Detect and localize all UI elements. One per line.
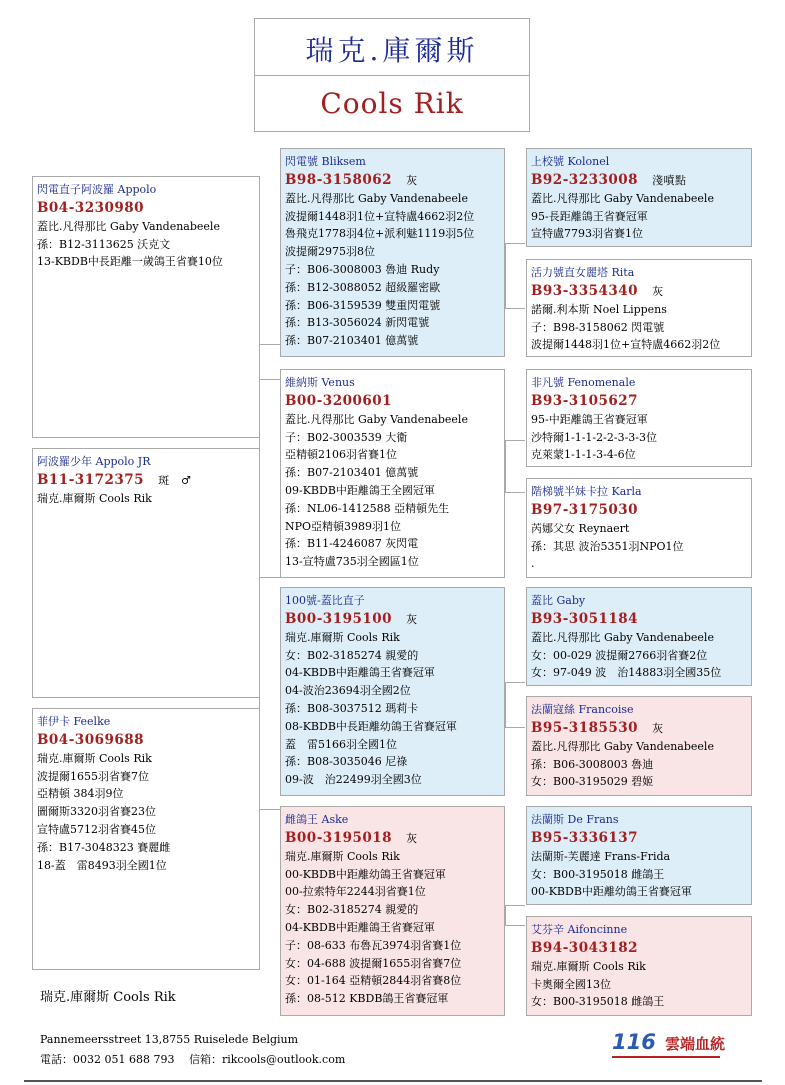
pigeon-detail: 04-KBDB中距離鴿王省賽冠軍 [285,666,435,680]
ring-number: B11-3172375 斑 ♂ [37,471,192,488]
pigeon-detail: 瑞克.庫爾斯 Cools Rik [37,491,152,505]
pigeon-detail: 95-長距離鴿王省賽冠軍 [531,209,648,223]
pigeon-detail: 女：B02-3185274 親愛的 [285,903,419,917]
pedigree-card-grandsire-maternal [280,587,505,796]
pigeon-detail: 孫：B11-4246087 灰閃電 [285,537,419,551]
pigeon-detail: 00-拉索特年2244羽省賽1位 [285,885,426,899]
footer-contact: 電話：0032 051 688 793 信箱：rikcools@outlook.com [40,1053,346,1066]
pigeon-detail: 女：B02-3185274 親愛的 [285,648,419,662]
pigeon-detail: 女：B00-3195018 雌鴿王 [531,867,665,881]
pedigree-card-ggs-1 [526,148,752,247]
ring-number: B93-3051184 [531,610,639,627]
pigeon-name: 菲伊卡 Feelke [37,715,111,728]
pigeon-name: 上校號 Kolonel [531,155,610,168]
connector [505,682,506,728]
pigeon-detail: 女：00-029 波提爾2766羽省賽2位 [531,648,708,662]
pigeon-detail: 波提爾1655羽省賽7位 [37,769,149,783]
pigeon-detail: 蓋比.凡得那比 Gaby Vandenabeele [531,191,714,205]
connector [505,682,525,683]
pigeon-detail: 孫：B13-3056024 新閃電號 [285,316,430,330]
ring-number: B95-3336137 [531,829,639,846]
pigeon-detail: 波提爾2975羽8位 [285,245,375,259]
pedigree-card-granddam-paternal [280,369,505,578]
brand-logo [612,1030,725,1054]
pigeon-detail: 子：B98-3158062 閃電號 [531,320,665,334]
pedigree-card-ggd-4 [526,916,752,1016]
ring-number: B97-3175030 [531,501,639,518]
pigeon-detail: 卡奧爾全國13位 [531,977,611,991]
pigeon-name: 法蘭斯 De Frans [531,813,619,826]
pigeon-detail: 蓋比.凡得那比 Gaby Vandenabeele [37,219,220,233]
pigeon-detail: 子：B02-3003539 大衛 [285,430,408,444]
pigeon-detail: 女：B00-3195018 雌鴿王 [531,995,665,1009]
pedigree-card-grandsire-paternal [280,148,505,357]
pigeon-detail: 孫：B12-3113625 沃克文 [37,237,171,251]
connector [505,905,525,906]
ring-number: B98-3158062 灰 [285,171,418,188]
ring-number: B92-3233008 淺噴點 [531,171,687,188]
ring-number: B00-3195018 灰 [285,829,418,846]
pigeon-detail: 亞精頓2106羽省賽1位 [285,448,397,462]
pigeon-detail: 瑞克.庫爾斯 Cools Rik [285,849,400,863]
connector [505,925,525,926]
pigeon-detail: 04-KBDB中距離鴿王省賽冠軍 [285,920,435,934]
pigeon-name: 蓋比 Gaby [531,594,586,607]
pigeon-detail: 芮娜父女 Reynaert [531,521,630,535]
pigeon-detail: 法蘭斯-芙麗達 Frans-Frida [531,849,671,863]
pigeon-detail: 子：08-633 布魯瓦3974羽省賽1位 [285,938,462,952]
ring-number: B93-3354340 灰 [531,282,664,299]
pigeon-name: 100號-蓋比直子 [285,594,365,607]
pigeon-detail: . [531,557,535,571]
connector [259,809,280,810]
ring-number: B04-3230980 [37,199,145,216]
pigeon-name: 維納斯 Venus [285,376,355,389]
connector [505,308,525,309]
connector [505,243,506,309]
pigeon-detail: 18-蓋 雷8493羽全國1位 [37,858,167,872]
pigeon-detail: 孫：NL06-1412588 亞精頓先生 [285,501,450,515]
logo-underline [612,1056,720,1058]
pigeon-detail: 宣特盧5712羽省賽45位 [37,822,156,836]
pigeon-detail: 瑞克.庫爾斯 Cools Rik [285,630,400,644]
pigeon-detail: 瑞克.庫爾斯 Cools Rik [531,959,646,973]
pigeon-name: 艾芬辛 Aifoncinne [531,923,628,936]
pigeon-detail: 諾爾.利本斯 Noel Lippens [531,302,667,316]
pigeon-name: 閃電直子阿波羅 Appolo [37,183,157,196]
pigeon-detail: 孫：B06-3159539 雙重閃電號 [285,298,441,312]
pigeon-name: 活力號直女麗塔 Rita [531,266,635,279]
pedigree-card-ggd-1 [526,259,752,357]
connector [259,577,280,578]
breeder-name: 瑞克.庫爾斯 Cools Rik [40,990,176,1005]
pigeon-detail: 波提爾1448羽1位+宣特盧4662羽2位 [285,209,475,223]
connector [259,344,280,345]
pigeon-detail: 宣特盧7793羽省賽1位 [531,227,643,241]
pigeon-detail: 蓋 雷5166羽全國1位 [285,737,397,751]
pigeon-name: 階梯號半妹卡拉 Karla [531,485,642,498]
pigeon-detail: 13-宣特盧735羽全國區1位 [285,555,419,569]
ring-number: B00-3200601 [285,392,393,409]
pedigree-card-ggs-2 [526,369,752,467]
pigeon-detail: 女：97-049 波 治14883羽全國35位 [531,666,722,680]
pigeon-detail: 孫：B08-3035046 尼祿 [285,755,408,769]
pigeon-detail: 孫：B08-3037512 瑪莉卡 [285,701,419,715]
ring-number: B94-3043182 [531,939,639,956]
pigeon-name: 閃電號 Bliksem [285,155,366,168]
title-divider [255,75,529,76]
ring-number: B93-3105627 [531,392,639,409]
pigeon-detail: 95-中距離鴿王省賽冠軍 [531,412,648,426]
logo-number: 116 [612,1030,656,1054]
pigeon-detail: 女：B00-3195029 碧姬 [531,775,654,789]
pigeon-detail: 沙特爾1-1-1-2-2-3-3-3位 [531,430,658,444]
ring-number: B95-3185530 灰 [531,719,664,736]
pigeon-detail: 13-KBDB中長距離一歲鴿王省賽10位 [37,255,223,269]
pedigree-card-ggs-4 [526,806,752,905]
pigeon-name: 法蘭寇絲 Francoise [531,703,634,716]
pigeon-detail: 孫：B07-2103401 億萬號 [285,334,419,348]
pigeon-detail: 孫：其思 波治5351羽NPO1位 [531,539,684,553]
pigeon-detail: 女：04-688 波提爾1655羽省賽7位 [285,956,462,970]
logo-text: 雲端血統 [664,1035,725,1053]
pigeon-detail: 女：01-164 亞精頓2844羽省賽8位 [285,974,462,988]
pigeon-detail: 波提爾1448羽1位+宣特盧4662羽2位 [531,338,721,352]
pedigree-card-ggd-2 [526,478,752,578]
connector [505,492,525,493]
connector [505,440,506,493]
pedigree-card-ggd-3 [526,696,752,796]
pigeon-detail: 00-KBDB中距離幼鴿王省賽冠軍 [531,885,692,899]
title-box [254,18,530,132]
pigeon-detail: 蓋比.凡得那比 Gaby Vandenabeele [285,191,468,205]
pigeon-detail: 圖爾斯3320羽省賽23位 [37,805,156,819]
pigeon-detail: 亞精頓 384羽9位 [37,787,124,801]
pedigree-card-dam [32,708,260,970]
pigeon-detail: 孫：08-512 KBDB鴿王省賽冠軍 [285,992,449,1006]
pigeon-detail: 04-波治23694羽全國2位 [285,684,411,698]
pigeon-detail: 00-KBDB中距離幼鴿王省賽冠軍 [285,867,446,881]
pedigree-card-subject [32,448,260,698]
pigeon-name: 非凡號 Fenomenale [531,376,636,389]
connector [259,379,280,380]
pigeon-detail: 瑞克.庫爾斯 Cools Rik [37,751,152,765]
owner-name-chinese: 瑞克.庫爾斯 [305,34,479,67]
connector [505,243,525,244]
pedigree-card-ggs-3 [526,587,752,686]
pigeon-detail: 孫：B07-2103401 億萬號 [285,466,419,480]
pigeon-detail: 克萊蒙1-1-1-3-4-6位 [531,448,636,462]
pigeon-name: 阿波羅少年 Appolo JR [37,455,151,468]
pigeon-detail: 孫：B06-3008003 魯迪 [531,757,654,771]
pigeon-detail: 09-波 治22499羽全國3位 [285,773,422,787]
pigeon-detail: 蓋比.凡得那比 Gaby Vandenabeele [531,630,714,644]
ring-number: B04-3069688 [37,731,145,748]
ring-number: B00-3195100 灰 [285,610,418,627]
pigeon-detail: 08-KBDB中長距離幼鴿王省賽冠軍 [285,719,457,733]
pigeon-detail: 09-KBDB中距離鴿王全國冠軍 [285,483,435,497]
pigeon-detail: 孫：B17-3048323 賽麗雌 [37,840,171,854]
pigeon-detail: 蓋比.凡得那比 Gaby Vandenabeele [285,412,468,426]
pigeon-detail: NPO亞精頓3989羽1位 [285,519,402,533]
footer-address: Pannemeersstreet 13,8755 Ruiselede Belgium [40,1033,299,1046]
pigeon-detail: 蓋比.凡得那比 Gaby Vandenabeele [531,739,714,753]
footer-divider [24,1080,762,1082]
pedigree-card-granddam-maternal [280,806,505,1016]
pigeon-detail: 孫：B12-3088052 超級羅密歐 [285,280,441,294]
pedigree-card-sire [32,176,260,438]
connector [505,727,525,728]
pigeon-detail: 子：B06-3008003 魯迪 Rudy [285,262,440,276]
pigeon-name: 雌鴿王 Aske [285,813,349,826]
connector [505,905,506,926]
pigeon-detail: 魯飛克1778羽4位+派利魅1119羽5位 [285,227,475,241]
owner-name-english: Cools Rik [320,87,464,120]
connector [505,440,525,441]
